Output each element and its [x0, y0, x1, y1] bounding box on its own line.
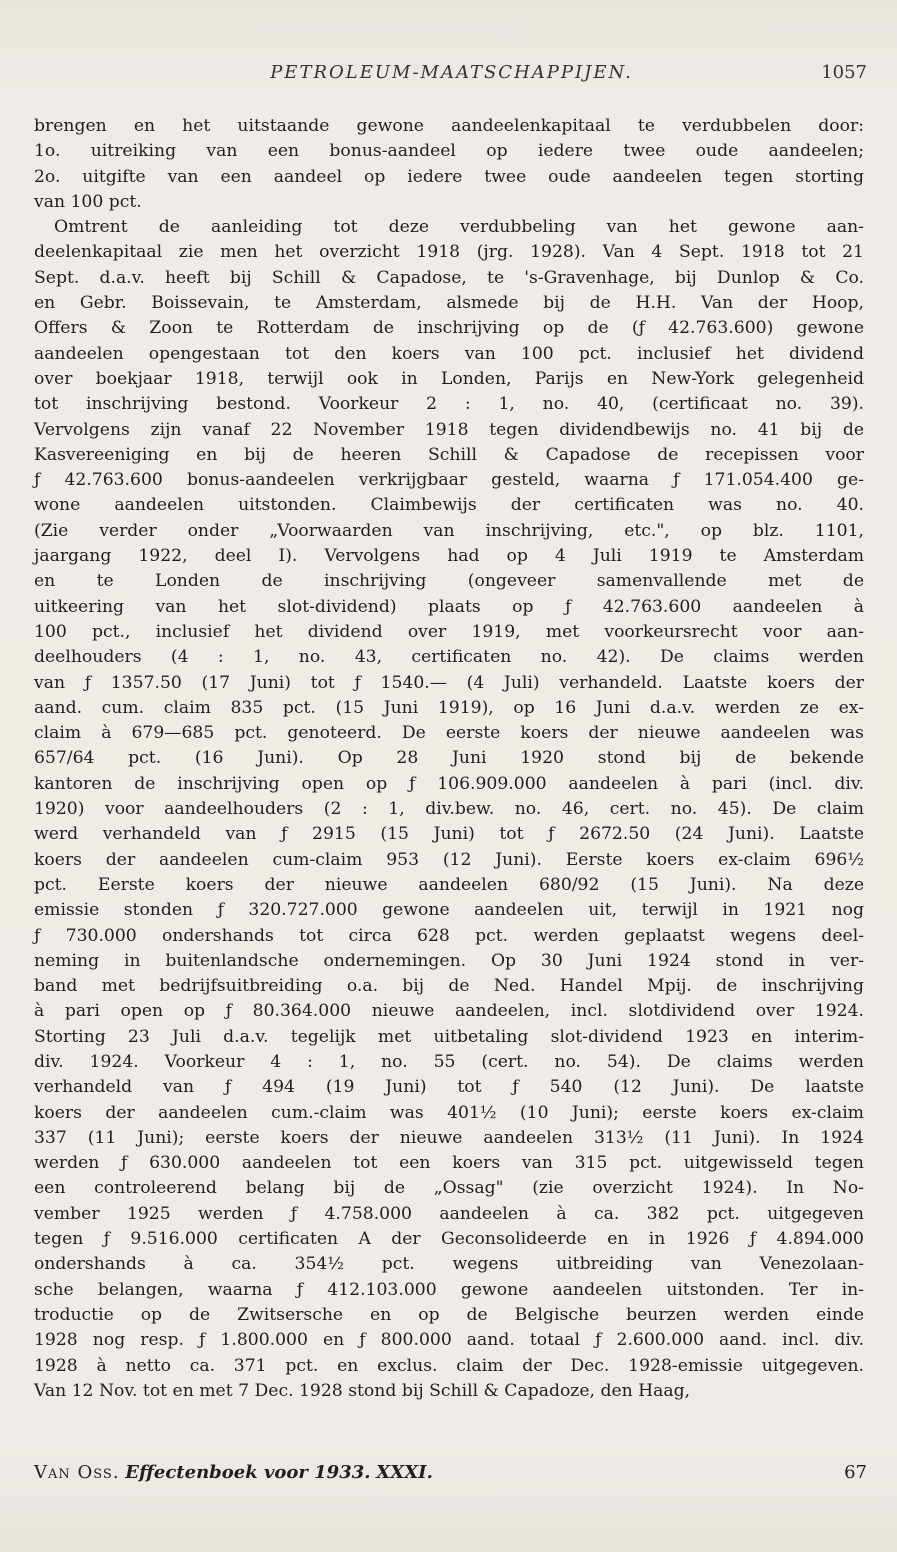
footer-signature: 67	[844, 1462, 867, 1483]
text-line: 1928 à netto ca. 371 pct. en exclus. claim der Dec. 1928-emissie uitgegeven.	[34, 1355, 864, 1376]
text-line: neming in buitenlandsche ondernemingen. Op 30 Juni 1924 stond in ver-	[34, 950, 864, 971]
text-line: deelhouders (4 : 1, no. 43, certificaten no. 42). De claims werden	[34, 647, 864, 668]
text-line: div. 1924. Voorkeur 4 : 1, no. 55 (cert. no. 54). De claims werden	[34, 1051, 864, 1072]
text-line: van 100 pct.	[34, 191, 142, 212]
text-line: (Zie verder onder „Voorwaarden van inschrijving, etc.", op blz. 1101,	[34, 520, 864, 541]
text-line: brengen en het uitstaande gewone aandeelenkapitaal te verdubbelen door:	[34, 116, 864, 136]
text-line: aandeelen opengestaan tot den koers van 100 pct. inclusief het dividend	[34, 343, 864, 364]
text-line: Sept. d.a.v. heeft bij Schill & Capadose, te 's-Gravenhage, bij Dunlop & Co.	[34, 267, 864, 288]
text-line: koers der aandeelen cum.-claim was 401½ (10 Juni); eerste koers ex-claim	[34, 1102, 864, 1123]
text-line: 100 pct., inclusief het dividend over 1919, met voorkeursrecht voor aan-	[34, 621, 864, 642]
text-line: Vervolgens zijn vanaf 22 November 1918 tegen dividendbewijs no. 41 bij de	[34, 419, 864, 440]
text-line: pct. Eerste koers der nieuwe aandeelen 680/92 (15 Juni). Na deze	[34, 874, 864, 895]
text-line: Omtrent de aanleiding tot deze verdubbeling van het gewone aan-	[54, 217, 864, 238]
running-header	[36, 62, 867, 92]
text-line: 337 (11 Juni); eerste koers der nieuwe aandeelen 313½ (11 Juni). In 1924	[34, 1127, 864, 1148]
text-line: tegen ƒ 9.516.000 certificaten A der Geconsolideerde en in 1926 ƒ 4.894.000	[34, 1229, 864, 1250]
text-line: een controleerend belang bij de „Ossag" (zie overzicht 1924). In No-	[34, 1178, 864, 1199]
text-line: Offers & Zoon te Rotterdam de inschrijving op de (ƒ 42.763.600) gewone	[34, 318, 864, 339]
text-line: kantoren de inschrijving open op ƒ 106.909.000 aandeelen à pari (incl. div.	[34, 773, 864, 794]
text-line: Kasvereeniging en bij de heeren Schill & Capadose de recepissen voor	[34, 444, 864, 465]
text-line: verhandeld van ƒ 494 (19 Juni) tot ƒ 540 (12 Juni). De laatste	[34, 1077, 864, 1098]
text-line: ƒ 42.763.600 bonus-aandeelen verkrijgbaar gesteld, waarna ƒ 171.054.400 ge-	[34, 470, 864, 491]
text-line: koers der aandeelen cum-claim 953 (12 Juni). Eerste koers ex-claim 696½	[34, 849, 864, 870]
text-line: Storting 23 Juli d.a.v. tegelijk met uitbetaling slot-dividend 1923 en interim-	[34, 1026, 864, 1047]
text-line: 1920) voor aandeelhouders (2 : 1, div.bew. no. 46, cert. no. 45). De claim	[34, 799, 864, 820]
text-line: uitkeering van het slot-dividend) plaats op ƒ 42.763.600 aandeelen à	[34, 596, 864, 617]
text-line: band met bedrijfsuitbreiding o.a. bij de Ned. Handel Mpij. de inschrijving	[34, 976, 864, 997]
text-line: sche belangen, waarna ƒ 412.103.000 gewone aandeelen uitstonden. Ter in-	[34, 1279, 864, 1300]
body-text	[34, 114, 864, 1404]
text-line: deelenkapitaal zie men het overzicht 1918 (jrg. 1928). Van 4 Sept. 1918 tot 21	[34, 242, 864, 263]
text-line: en te Londen de inschrijving (ongeveer samenvallende met de	[34, 571, 864, 592]
running-title: PETROLEUM-MAATSCHAPPIJEN.	[270, 62, 633, 83]
text-line: emissie stonden ƒ 320.727.000 gewone aandeelen uit, terwijl in 1921 nog	[34, 900, 864, 921]
footer-imprint	[34, 1462, 433, 1483]
footer-publisher: Van Oss.	[34, 1462, 120, 1483]
page-footer	[34, 1462, 867, 1492]
text-line: en Gebr. Boissevain, te Amsterdam, alsmede bij de H.H. Van der Hoop,	[34, 293, 864, 314]
footer-book-title: Effectenboek voor 1933.	[125, 1462, 371, 1483]
text-line: 1o. uitreiking van een bonus-aandeel op iedere twee oude aandeelen;	[34, 141, 864, 162]
text-line: vember 1925 werden ƒ 4.758.000 aandeelen à ca. 382 pct. uitgegeven	[34, 1203, 864, 1224]
text-line: 2o. uitgifte van een aandeel op iedere twee oude aandeelen tegen storting	[34, 166, 864, 187]
text-line: tot inschrijving bestond. Voorkeur 2 : 1, no. 40, (certificaat no. 39).	[34, 394, 864, 415]
text-line: ƒ 730.000 ondershands tot circa 628 pct. werden geplaatst wegens deel-	[34, 925, 864, 946]
text-line: van ƒ 1357.50 (17 Juni) tot ƒ 1540.— (4 Juli) verhandeld. Laatste koers der	[34, 672, 864, 693]
footer-volume: XXXI.	[376, 1462, 433, 1483]
text-line: Van 12 Nov. tot en met 7 Dec. 1928 stond bij Schill & Capadoze, den Haag,	[34, 1380, 691, 1401]
text-line: werd verhandeld van ƒ 2915 (15 Juni) tot ƒ 2672.50 (24 Juni). Laatste	[34, 824, 864, 845]
text-line: werden ƒ 630.000 aandeelen tot een koers van 315 pct. uitgewisseld tegen	[34, 1153, 864, 1174]
text-line: claim à 679—685 pct. genoteerd. De eerste koers der nieuwe aandeelen was	[34, 723, 864, 744]
page-number: 1057	[821, 62, 867, 83]
text-line: over boekjaar 1918, terwijl ook in Londen, Parijs en New-York gelegenheid	[34, 368, 864, 389]
text-line: jaargang 1922, deel I). Vervolgens had op 4 Juli 1919 te Amsterdam	[34, 546, 864, 567]
text-line: troductie op de Zwitsersche en op de Belgische beurzen werden einde	[34, 1304, 864, 1325]
text-line: 657/64 pct. (16 Juni). Op 28 Juni 1920 stond bij de bekende	[34, 748, 864, 769]
text-line: ondershands à ca. 354½ pct. wegens uitbreiding van Venezolaan-	[34, 1254, 864, 1275]
text-line: wone aandeelen uitstonden. Claimbewijs der certificaten was no. 40.	[34, 495, 864, 516]
text-line: à pari open op ƒ 80.364.000 nieuwe aandeelen, incl. slotdividend over 1924.	[34, 1001, 864, 1022]
text-line: aand. cum. claim 835 pct. (15 Juni 1919), op 16 Juni d.a.v. werden ze ex-	[34, 697, 864, 718]
text-line: 1928 nog resp. ƒ 1.800.000 en ƒ 800.000 aand. totaal ƒ 2.600.000 aand. incl. div.	[34, 1330, 864, 1351]
